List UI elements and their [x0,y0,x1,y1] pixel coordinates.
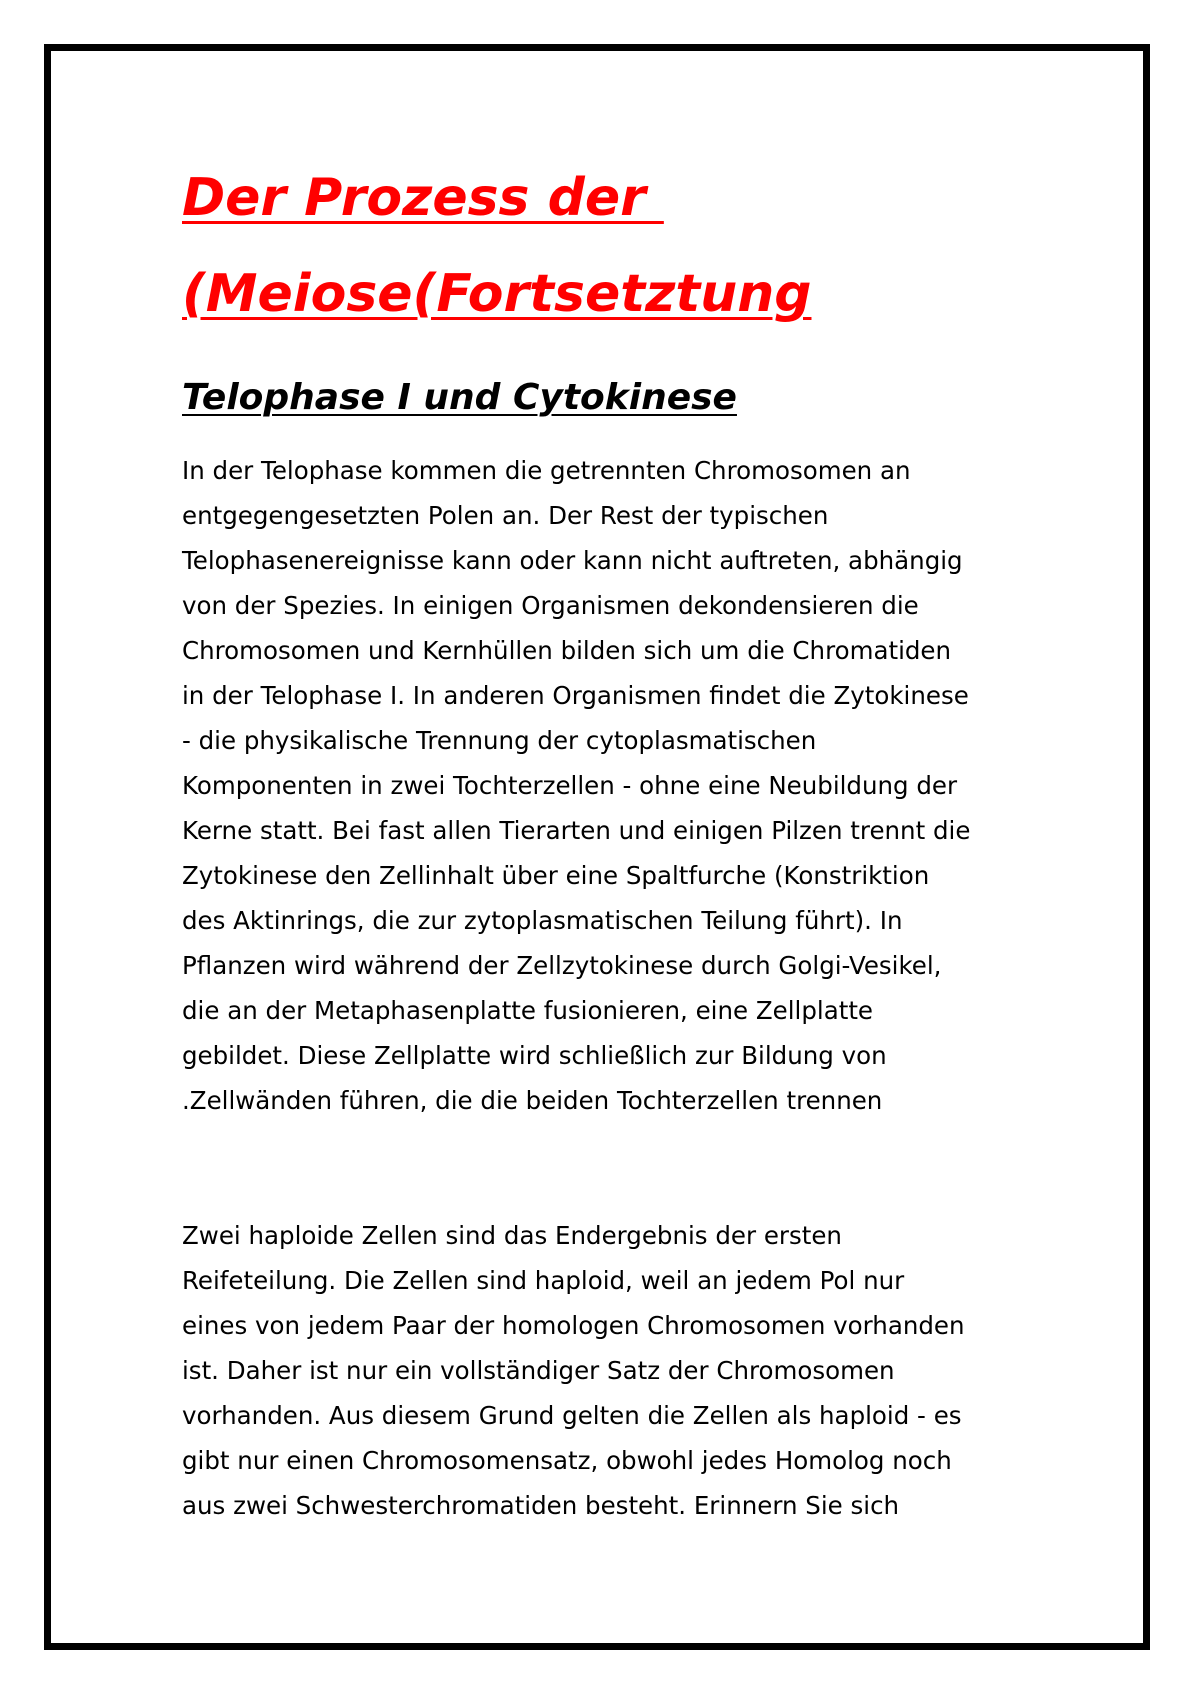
text-line: von der Spezies. In einigen Organismen dekondensieren die [182,591,919,620]
text-line: Pflanzen wird während der Zellzytokinese durch Golgi-Vesikel, [182,951,942,980]
text-line: - die physikalische Trennung der cytoplasmatischen [182,726,817,755]
text-line: des Aktinrings, die zur zytoplasmatischen Teilung führt). In [182,906,903,935]
text-line: in der Telophase I. In anderen Organismen findet die Zytokinese [182,681,969,710]
paragraph-telophase [182,448,1062,1123]
text-line: entgegengesetzten Polen an. Der Rest der typischen [182,501,829,530]
document-content [182,150,1062,1528]
text-line: Chromosomen und Kernhüllen bilden sich um die Chromatiden [182,636,952,665]
text-line: Zytokinese den Zellinhalt über eine Spaltfurche (Konstriktion [182,861,930,890]
text-line: Kerne statt. Bei fast allen Tierarten und einigen Pilzen trennt die [182,816,971,845]
text-line: In der Telophase kommen die getrennten Chromosomen an [182,456,911,485]
page-title-line-1: Der Prozess der [182,168,664,228]
text-line: eines von jedem Paar der homologen Chromosomen vorhanden [182,1311,965,1340]
text-line: gibt nur einen Chromosomensatz, obwohl jedes Homolog noch [182,1446,952,1475]
text-line: vorhanden. Aus diesem Grund gelten die Zellen als haploid - es [182,1401,962,1430]
text-line: Zwei haploide Zellen sind das Endergebnis der ersten [182,1221,842,1250]
text-line: Telophasenereignisse kann oder kann nicht auftreten, abhängig [182,546,963,575]
text-line: Komponenten in zwei Tochterzellen - ohne eine Neubildung der [182,771,958,800]
page-title-line-2: (Meiose(Fortsetztung [182,264,812,324]
text-line: ist. Daher ist nur ein vollständiger Satz der Chromosomen [182,1356,895,1385]
text-line: gebildet. Diese Zellplatte wird schließlich zur Bildung von [182,1041,887,1070]
section-heading: Telophase I und Cytokinese [182,377,737,418]
text-line: die an der Metaphasenplatte fusionieren, eine Zellplatte [182,996,874,1025]
page-title [182,150,1062,342]
paragraph-haploid [182,1213,1062,1528]
text-line: .Zellwänden führen, die die beiden Tochterzellen trennen [182,1086,883,1115]
text-line: Reifeteilung. Die Zellen sind haploid, weil an jedem Pol nur [182,1266,905,1295]
text-line: aus zwei Schwesterchromatiden besteht. Erinnern Sie sich [182,1491,900,1520]
